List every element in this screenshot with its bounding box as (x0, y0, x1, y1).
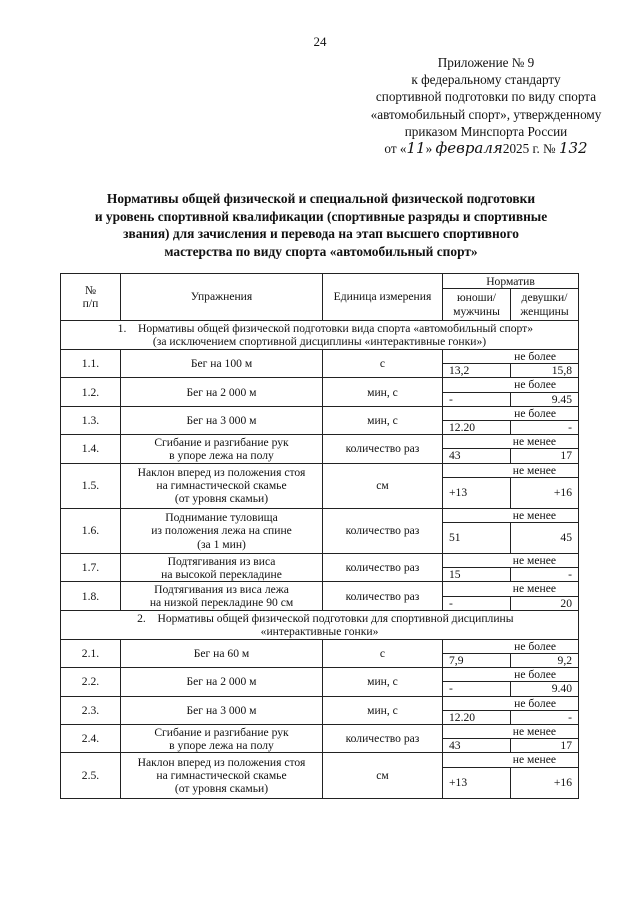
norm-limit: не менее (443, 463, 579, 477)
row-number: 2.4. (61, 725, 121, 753)
table-row (61, 725, 579, 739)
exercise-name (121, 378, 323, 406)
appendix-line-3: спортивной подготовки по виду спорта (375, 89, 597, 105)
exercise-name-line: на низкой перекладине 90 см (149, 596, 294, 610)
table-body (61, 321, 579, 799)
section-title-text: Нормативы общей физической подготовки для спортивной дисциплины (157, 611, 514, 625)
title-line-3: звания) для зачисления и перевода на этап высшего спортивного (123, 226, 519, 242)
unit: мин, с (323, 668, 443, 696)
exercise-name-line: Наклон вперед из положения стоя (137, 755, 306, 769)
table-row (61, 463, 579, 477)
value-boys: - (443, 392, 511, 406)
exercise-name (121, 554, 323, 582)
unit: количество раз (323, 725, 443, 753)
value-boys: 13,2 (443, 364, 511, 378)
value-girls: - (511, 568, 579, 582)
value-boys: 43 (443, 449, 511, 463)
norm-limit: не более (443, 696, 579, 710)
header-girls-line-1: девушки/ (521, 291, 568, 305)
table-row (61, 696, 579, 710)
appendix-line-1: Приложение № 9 (437, 55, 535, 70)
norm-limit: не более (443, 639, 579, 653)
value-girls: - (511, 710, 579, 724)
table-row (61, 753, 579, 767)
section-title-line-1 (63, 322, 576, 335)
header-boys-line-2: мужчины (453, 304, 500, 318)
exercise-name (121, 696, 323, 724)
document-title (78, 190, 564, 260)
value-girls: 15,8 (511, 364, 579, 378)
exercise-name-line: (за 1 мин) (197, 537, 246, 551)
appendix-header (336, 54, 636, 157)
value-boys: +13 (443, 477, 511, 508)
header-girls (511, 289, 579, 321)
exercise-name-line: (от уровня скамьи) (174, 492, 269, 506)
date-prefix: от « (384, 141, 407, 157)
table-row (61, 435, 579, 449)
value-boys: 15 (443, 568, 511, 582)
value-boys: +13 (443, 767, 511, 798)
value-boys: 7,9 (443, 654, 511, 668)
norms-table (60, 273, 579, 799)
row-number: 1.2. (61, 378, 121, 406)
unit: количество раз (323, 508, 443, 553)
section-title (61, 321, 579, 350)
exercise-name (121, 725, 323, 753)
exercise-name-line: на высокой перекладине (161, 567, 282, 581)
header-girls-line-2: женщины (520, 304, 569, 318)
header-unit: Единица измерения (323, 274, 443, 321)
exercise-name-line: из положения лежа на спине (151, 524, 292, 538)
value-boys: 12.20 (443, 421, 511, 435)
table-row (61, 378, 579, 392)
exercise-name-line: на гимнастической скамье (156, 479, 287, 493)
exercise-name-line: Бег на 2 000 м (186, 385, 257, 399)
norm-limit: не более (443, 406, 579, 420)
row-number: 1.1. (61, 350, 121, 378)
exercise-name (121, 668, 323, 696)
row-number: 1.4. (61, 435, 121, 463)
unit: количество раз (323, 435, 443, 463)
exercise-name-line: Подтягивания из виса лежа (154, 582, 289, 596)
date-year: 2025 г. № (502, 141, 556, 157)
section-number: 1. (117, 321, 127, 335)
unit: мин, с (323, 406, 443, 434)
value-girls: 17 (511, 449, 579, 463)
handwritten-day: 11 (406, 139, 426, 158)
section-title-text: Нормативы общей физической подготовки вида спорта «автомобильный спорт» (138, 321, 533, 335)
header-boys (443, 289, 511, 321)
norm-limit: не более (443, 350, 579, 364)
row-number: 2.2. (61, 668, 121, 696)
unit: мин, с (323, 378, 443, 406)
norm-limit: не менее (443, 435, 579, 449)
unit: см (323, 463, 443, 508)
exercise-name (121, 350, 323, 378)
exercise-name-line: Бег на 2 000 м (186, 675, 257, 689)
unit: с (323, 350, 443, 378)
norm-limit: не менее (443, 582, 579, 596)
norm-limit: не менее (443, 725, 579, 739)
date-mid: » (425, 141, 433, 157)
table-row (61, 639, 579, 653)
section-row (61, 321, 579, 350)
exercise-name-line: Подтягивания из виса (167, 554, 276, 568)
appendix-line-5: приказом Минспорта России (404, 123, 568, 139)
value-boys: 12.20 (443, 710, 511, 724)
section-row (61, 610, 579, 639)
table-row (61, 508, 579, 522)
header-norm: Норматив (443, 274, 579, 289)
unit: мин, с (323, 696, 443, 724)
norm-limit: не менее (443, 753, 579, 767)
handwritten-month: февраля (435, 139, 503, 158)
row-number: 2.1. (61, 639, 121, 667)
exercise-name (121, 463, 323, 508)
value-girls: 20 (511, 596, 579, 610)
exercise-name-line: в упоре лежа на полу (169, 448, 274, 462)
table-row (61, 350, 579, 364)
title-line-2: и уровень спортивной квалификации (спортивные разряды и спортивные (94, 208, 548, 224)
section-title (61, 610, 579, 639)
title-line-4: мастерства по виду спорта «автомобильный спорт» (164, 243, 478, 259)
title-line-1: Нормативы общей физической и специальной физической подготовки (106, 191, 536, 206)
exercise-name (121, 406, 323, 434)
unit: количество раз (323, 582, 443, 610)
value-boys: - (443, 596, 511, 610)
value-girls: 9.45 (511, 392, 579, 406)
unit: см (323, 753, 443, 798)
exercise-name-line: на гимнастической скамье (156, 768, 287, 782)
exercise-name-line: Сгибание и разгибание рук (154, 725, 289, 739)
value-girls: +16 (511, 767, 579, 798)
header-number (61, 274, 121, 321)
handwritten-order-number: 132 (558, 139, 588, 158)
norm-limit: не более (443, 668, 579, 682)
section-title-line-2: «интерактивные гонки» (260, 624, 379, 638)
section-number: 2. (137, 611, 146, 625)
norm-limit: не менее (443, 554, 579, 568)
exercise-name (121, 753, 323, 798)
value-girls: +16 (511, 477, 579, 508)
table-row (61, 406, 579, 420)
value-girls: - (511, 421, 579, 435)
row-number: 1.5. (61, 463, 121, 508)
exercise-name-line: Бег на 3 000 м (186, 703, 257, 717)
unit: с (323, 639, 443, 667)
order-date-line (336, 140, 636, 157)
appendix-line-4: «автомобильный спорт», утвержденному (370, 106, 602, 122)
exercise-name (121, 508, 323, 553)
header-number-line-1: № (84, 283, 97, 297)
row-number: 1.6. (61, 508, 121, 553)
norm-limit: не более (443, 378, 579, 392)
exercise-name-line: в упоре лежа на полу (169, 738, 274, 752)
value-girls: 9.40 (511, 682, 579, 696)
header-boys-line-1: юноши/ (456, 291, 497, 305)
value-girls: 17 (511, 739, 579, 753)
unit: количество раз (323, 554, 443, 582)
value-girls: 45 (511, 523, 579, 554)
exercise-name-line: Бег на 3 000 м (186, 413, 257, 427)
exercise-name-line: Поднимание туловища (165, 511, 278, 525)
table-row (61, 582, 579, 596)
row-number: 2.3. (61, 696, 121, 724)
row-number: 1.3. (61, 406, 121, 434)
appendix-line-2: к федеральному стандарту (411, 72, 561, 88)
value-boys: - (443, 682, 511, 696)
section-title-line-2: (за исключением спортивной дисциплины «интерактивные гонки») (152, 335, 487, 348)
exercise-name-line: Бег на 100 м (190, 357, 253, 371)
exercise-name-line: Наклон вперед из положения стоя (137, 465, 306, 479)
table-row (61, 554, 579, 568)
exercise-name-line: Бег на 60 м (193, 646, 250, 660)
exercise-name (121, 639, 323, 667)
section-title-line-1 (63, 612, 576, 625)
row-number: 1.7. (61, 554, 121, 582)
header-number-line-2: п/п (82, 297, 99, 310)
table-header (61, 274, 579, 321)
exercise-name-line: Сгибание и разгибание рук (154, 435, 289, 449)
table-row (61, 668, 579, 682)
exercise-name (121, 435, 323, 463)
page-number: 24 (313, 34, 327, 49)
row-number: 1.8. (61, 582, 121, 610)
value-boys: 51 (443, 523, 511, 554)
value-boys: 43 (443, 739, 511, 753)
exercise-name (121, 582, 323, 610)
header-exercises: Упражнения (121, 274, 323, 321)
value-girls: 9,2 (511, 654, 579, 668)
norm-limit: не менее (443, 508, 579, 522)
row-number: 2.5. (61, 753, 121, 798)
exercise-name-line: (от уровня скамьи) (174, 782, 269, 796)
